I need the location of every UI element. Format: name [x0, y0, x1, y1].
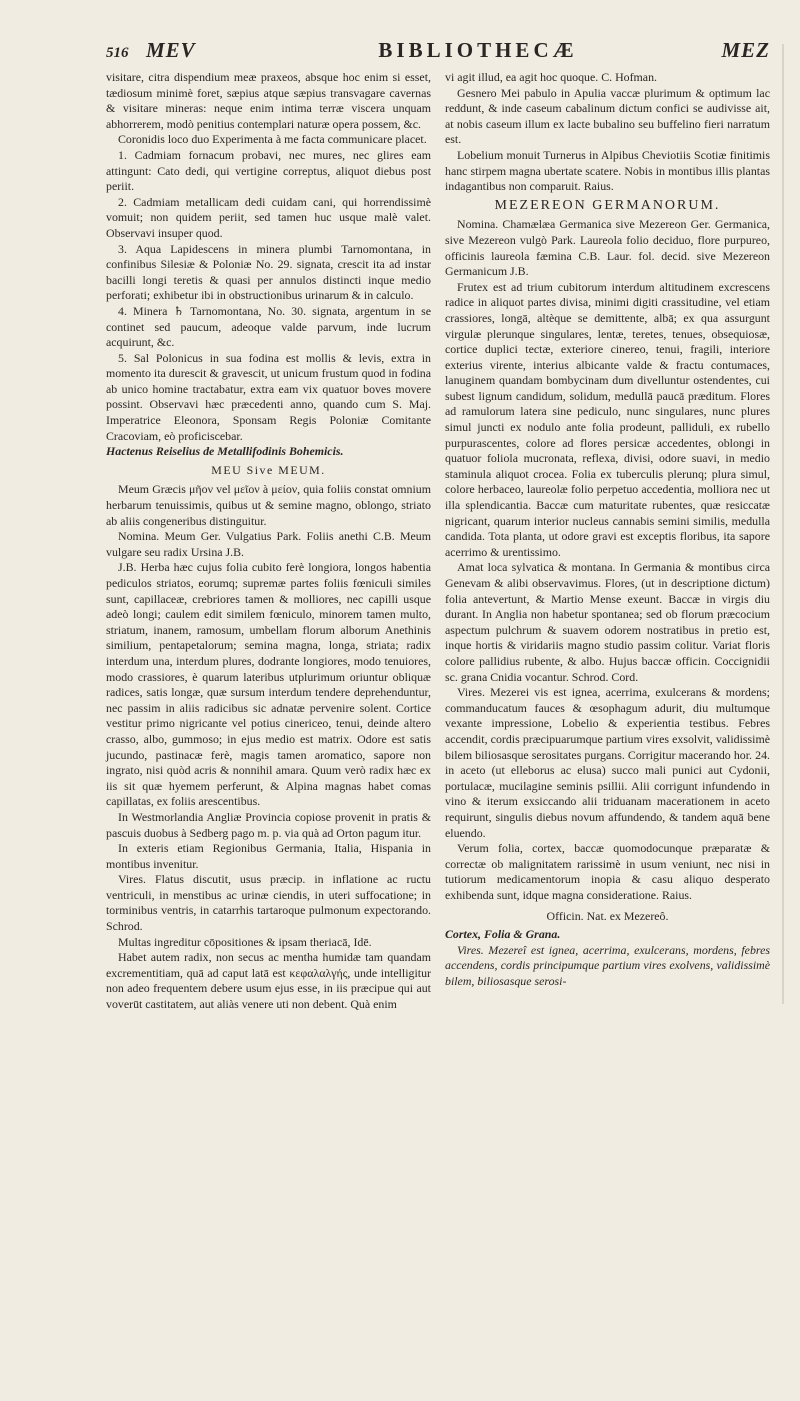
paragraph: Nomina. Meum Ger. Vulgatius Park. Foliis anethi C.B. Meum vulgare seu radix Ursina J.B.: [106, 529, 431, 559]
page-number: 516: [106, 45, 129, 61]
paragraph: In Westmorlandia Angliæ Provincia copiose provenit in pratis & pascuis duobus à Sedberg pago m. p. via quà ad Orton pagum itur.: [106, 809, 431, 840]
paragraph: Vires. Mezereî est ignea, acerrima, exulcerans, mordens, febres accendens, cordis principumque partium vires exolvens, validissimè bilem, biliosasque serosi-: [445, 942, 770, 988]
paragraph: Multas ingreditur cōpositiones & ipsam theriacā, Idē.: [118, 934, 372, 949]
paragraph: 5. Sal Polonicus in sua fodina est mollis & levis, extra in momento ita durescit & gravescit, ut unicum frustum quod in fodina ab unico homine tractabatur, extra eam vix quatuor boves movere possint. Observavi hæc præcedenti anno, quando cum S. Maj. Imperatrice Eleonora, Sponsam Regis Poloniæ Comitante Cracoviam, eò proficiscebar.: [106, 350, 431, 443]
paragraph: J.B. Herba hæc cujus folia cubito ferè longiora, longos habentia pediculos striatos, eorumq; supremæ partes foliis fœniculi similes sunt, capillaceæ, crebriores tamen & molliores, nec capilli usque adeò longi; caulem edit similem fœniculo, minorem tamen multo, striatum, inanem, ramosum, umbellam florum alborum Anethinis similium, pentapetalorum; semina magna, longa, striata; radix interdum una, interdum plures, dodrante longiores, modo tenuiores, modo crassiores, è quarum lateribus utplurimum oriuntur obliquæ radices, satis longæ, quæ sursum interdum tendere deprehenduntur, nec passim in aliis radicibus sic adnatæ pervenire solent. Cortice vestitur primo nigricante vel potius cinericeo, tenui, deinde altero crasso, albo, gummoso; in ejus medio est matrix. Odore est satis jucundo, pastinacæ ferè, magis tamen aromatico, sapore non ingrato, nisi quòd acris & nonnihil amara. Quum verò radix hæc ex iis sit quæ hyemem perferunt, & Alpina magnas habet comas capillatas, ex foliis arescentibus.: [106, 560, 431, 809]
paragraph: Vires. Flatus discutit, usus præcip. in inflatione ac ructu ventriculi, in menstibus ac urinæ ciendis, in uteri suffocatione; in torminibus ventris, in catarrhis tartaroque pulmonum expectorando. Schrod.: [106, 872, 431, 934]
paragraph: In exteris etiam Regionibus Germania, Italia, Hispania in montibus invenitur.: [106, 841, 431, 871]
paragraph: vi agit illud, ea agit hoc quoque. C. Hofman.: [445, 70, 658, 84]
right-column: [445, 70, 770, 1013]
paragraph: Hactenus Reiselius de Metallifodinis Bohemicis.: [106, 444, 344, 459]
paragraph: Frutex est ad trium cubitorum interdum altitudinem excrescens radice in aliquot partes divisa, minimi digiti crassitudine, vel etiam crassiores, longā, altèque se demittente, albā; ex qua assurgunt virgulæ plerunque singulares, lentæ, teretes, tenues, obsequiosæ, cortice duplici tectæ, exteriore cinereo, tenui, fragili, interiore exterius virente, interius albicante valde & fractu contumaces, lanuginem quandam bombycinam dum divelluntur ostendentes, cui subest lignum candidum, solidum, medullā paucā præditum. Flores ad ramulorum latera sine pediculo, nunc singulares, nunc plures simul juncti ex nodulo ante folia prodeunt, palliduli, ex rubello purpurascentes, colore ad flores persicæ accedentes, oblongi in quatuor foliola mucronata, reflexa, divisi, odore suavi, in medio staminula aliquot crocea. Folia ex tuberculis plerunq; plura simul, colore herbaceo, laureolæ folio perpetuo accedentia, molliora nec ut illa splendicantia. Baccæ cum maturitate rubentes, quæ resiccatæ nigricant, quarum interior nucleus cannabis semini similis, medulla candida. Tota planta, ut odore gravi est exceptis floribus, ita sapore acerrimo & urentissimo.: [445, 279, 770, 559]
paragraph: Coronidis loco duo Experimenta à me facta communicare placet.: [118, 132, 427, 147]
paragraph: visitare, citra dispendium meæ praxeos, absque hoc enim si esset, tædiosum minimè foret, sæpius atque sæpius transvagare cavernas & visitare mineras: neque enim intima terræ viscera unquam abhorrerem, modò penitius contemplari naturæ opera possem, &c.: [106, 70, 431, 131]
paragraph: Lobelium monuit Turnerus in Alpibus Cheviotiis Scotiæ finitimis hanc stirpem magna ubertate scatere. Nobis in montibus illis plantas indagantibus non comparuit. Raius.: [445, 147, 770, 194]
header-left-catchword: MEV: [146, 38, 196, 62]
paragraph: Cortex, Folia & Grana.: [445, 927, 561, 942]
paragraph: Habet autem radix, non secus ac mentha humidæ tam quandam excrementitiam, quā ad caput latā est κεφαλαλγής, unde intelligitur non adeo frequentem debere usum ejus esse, in iis præcipue qui aut voverūt castitatem, aut aliàs venere uti non debent. Quà enim: [106, 950, 431, 1012]
paragraph: MEU Sive MEUM.: [211, 462, 326, 477]
header-title: BIBLIOTHECÆ: [378, 38, 578, 62]
paragraph: Verum folia, cortex, baccæ quomodocunque præparatæ & correctæ ob malignitatem rarissimè in usum veniunt, nec nisi in tutiorum medicamentorum inopia & casu aliquo desperato exhibenda sunt, idque magna consideratione. Raius.: [445, 841, 770, 902]
text-columns: [106, 70, 770, 1013]
paragraph: 3. Aqua Lapidescens in minera plumbi Tarnomontana, in confinibus Silesiæ & Poloniæ No. 29. signata, crescit ita ad instar bacilli longi teretis & quasi per annulos distincti inque medio perforati; exhibetur ibi in obstructionibus urinarum & in calculo.: [106, 241, 431, 303]
left-column: [106, 70, 431, 1013]
paragraph: Nomina. Chamælæa Germanica sive Mezereon Ger. Germanica, sive Mezereon vulgò Park. Laureola folio deciduo, flore purpureo, officinis laureola fæmina C.B. Laur. fol. decid. sive Mezereon Germanicum J.B.: [445, 217, 770, 279]
paragraph: MEZEREON GERMANORUM.: [494, 197, 721, 213]
paragraph: 4. Minera ♄ Tarnomontana, No. 30. signata, argentum in se continet sed paucum, adeoque valde parvum, inde lucrum acquirunt, &c.: [106, 303, 431, 350]
paragraph: Gesnero Mei pabulo in Apulia vaccæ plurimum & optimum lac reddunt, & inde caseum cabalinum dictum confici se audivisse ait, at nobis caseum illum ex lacte bubalino seu buffelino fieri narratum est.: [445, 85, 770, 147]
page-edge-shadow: [774, 44, 784, 1004]
running-header: [106, 38, 770, 68]
paragraph: Vires. Mezerei vis est ignea, acerrima, exulcerans & mordens; commanducatum fauces & œsophagum adurit, diu multumque vexante impressione, Lobelio & experientia testibus. Febres accendit, cordis præcipuarumque partium vires exsolvit, validissimè bilem biliosasque serositates purgans. Corrigitur macerando hor. 24. in aceto (ut elleborus ac elusa) succo mali punici aut Cydonii, portulacæ, mucilagine seminis psillii. Alii corrigunt infundendo in vino & iterum exsiccando alii triduanam macerationem in aceto requirunt, singulis diebus novum affundendo, & tandem aquā bene eluendo.: [445, 685, 770, 840]
paragraph: 2. Cadmiam metallicam dedi cuidam cani, qui horrendissimè vomuit; non quidem periit, sed tamen huc usque malè valet. Observavi insuper quod.: [106, 194, 431, 240]
paragraph: Amat loca sylvatica & montana. In Germania & montibus circa Genevam & alibi observavimus. Flores, (ut in descriptione dictum) folia antevertunt, & Martio Mense exeunt. Baccæ in virgis diu durant. In Anglia non habetur spontanea; sed ob florum præcocium aspectum pulchrum & suavem odorem nostratibus in pretio est, inque hortis & viridariis magno studio passim colitur. Variat floris colore pallidius rubente, & albo. Hujus baccæ officin. Coccignidii sc. grana Cnidia vocantur. Schrod. Cord.: [445, 560, 770, 684]
paragraph: 1. Cadmiam fornacum probavi, nec mures, nec glires eam attingunt: Cato dedi, qui vertigine correptus, aliquot diebus post periit.: [106, 147, 431, 194]
header-right-catchword: MEZ: [721, 38, 770, 62]
paragraph: Meum Græcis μῆον vel μεῖον à μείον, quia foliis constat omnium herbarum tenuissimis, quibus ut & semine magno, oblongo, striato ab aliis congeneribus distinguitur.: [106, 482, 431, 528]
paragraph: Officin. Nat. ex Mezereô.: [546, 909, 669, 924]
